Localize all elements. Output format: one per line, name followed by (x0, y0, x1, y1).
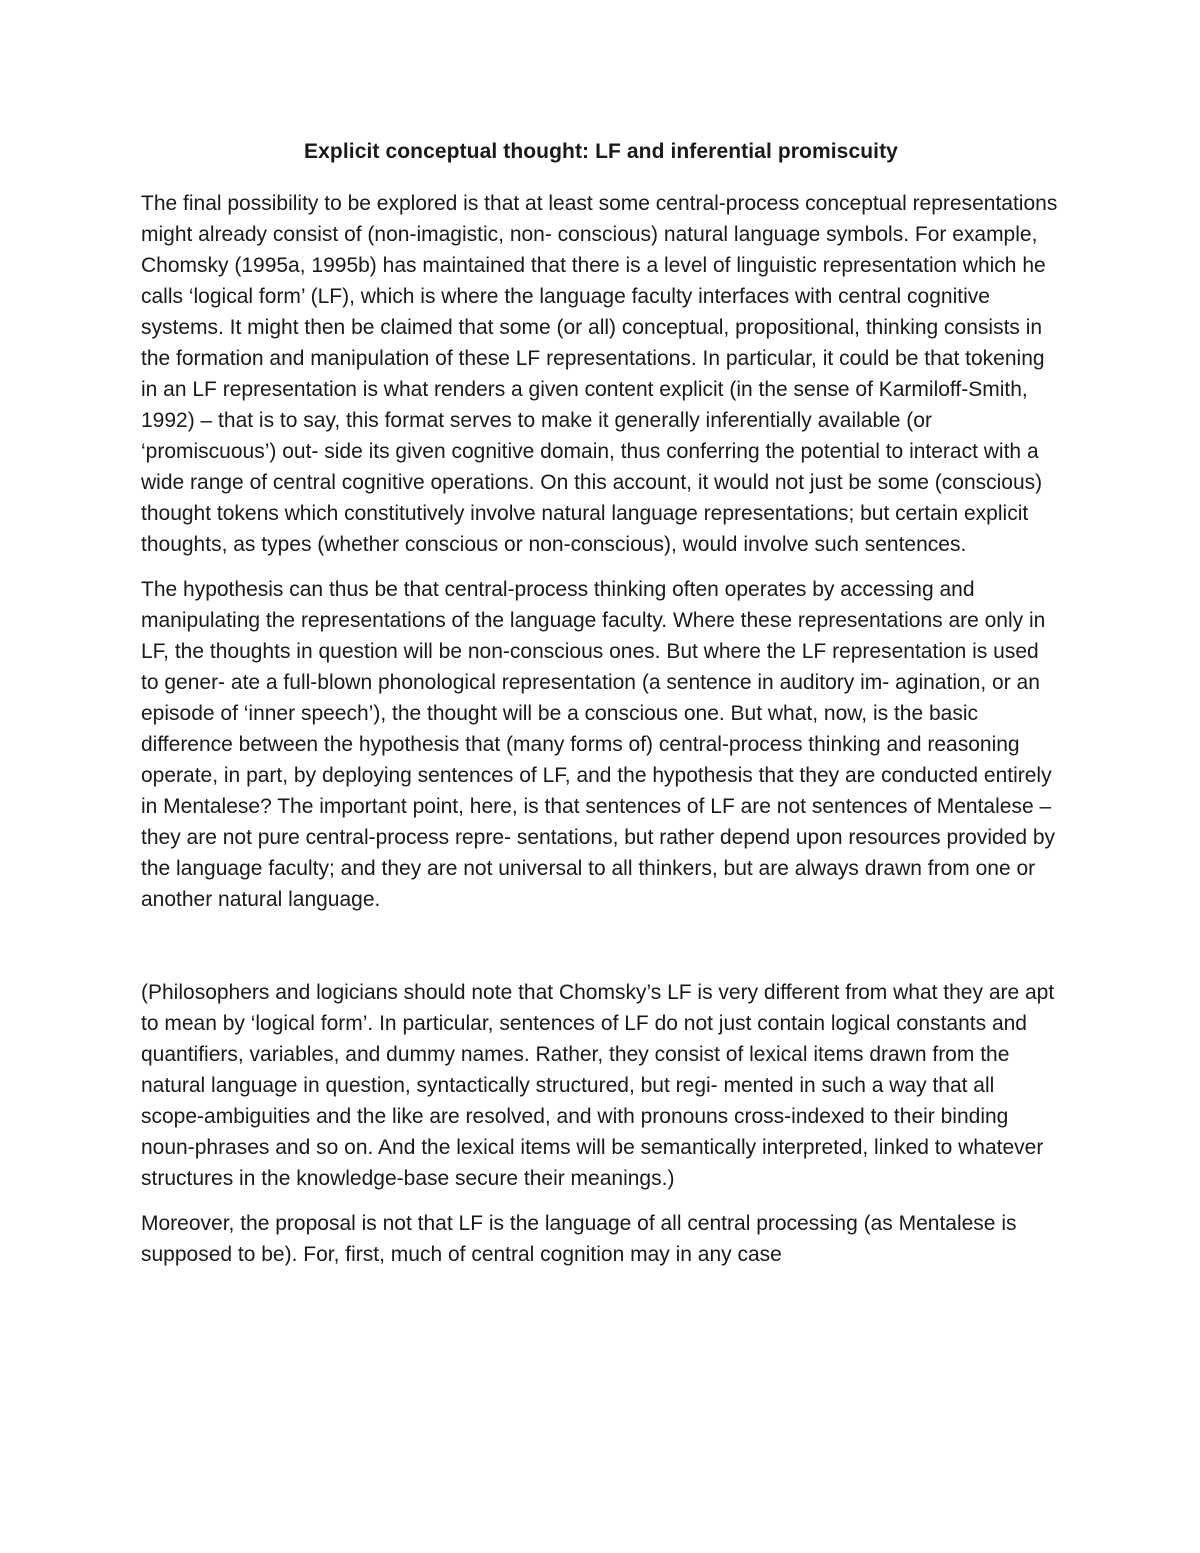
document-page (141, 140, 1061, 1284)
paragraph-gap (141, 929, 1061, 977)
paragraph-1: The final possibility to be explored is that at least some central-process conceptual representations might already consist of (non-imagistic, non- conscious) natural language symbols. For example, Chomsky (1995a, 1995b) has maintained that there is a level of linguistic representation which he calls ‘logical form’ (LF), which is where the language faculty interfaces with central cognitive systems. It might then be claimed that some (or all) conceptual, propositional, thinking consists in the formation and manipulation of these LF representations. In particular, it could be that tokening in an LF representation is what renders a given content explicit (in the sense of Karmiloff-Smith, 1992) – that is to say, this format serves to make it generally inferentially available (or ‘promiscuous’) out- side its given cognitive domain, thus conferring the potential to interact with a wide range of central cognitive operations. On this account, it would not just be some (conscious) thought tokens which constitutively involve natural language representations; but certain explicit thoughts, as types (whether conscious or non-conscious), would involve such sentences. (141, 192, 1058, 556)
paragraph-3: (Philosophers and logicians should note that Chomsky’s LF is very different from what they are apt to mean by ‘logical form’. In particular, sentences of LF do not just contain logical constants and quantifiers, variables, and dummy names. Rather, they consist of lexical items drawn from the natural language in question, syntactically structured, but regi- mented in such a way that all scope-ambiguities and the like are resolved, and with pronouns cross-indexed to their binding noun-phrases and so on. And the lexical items will be semantically interpreted, linked to whatever structures in the knowledge-base secure their meanings.) (141, 981, 1055, 1190)
paragraph-4: Moreover, the proposal is not that LF is the language of all central processing (as Mentalese is supposed to be). For, first, much of central cognition may in any case (141, 1212, 1017, 1266)
document-title: Explicit conceptual thought: LF and inferential promiscuity (304, 140, 898, 163)
paragraph-2: The hypothesis can thus be that central-process thinking often operates by accessing and manipulating the representations of the language faculty. Where these representations are only in LF, the thoughts in question will be non-conscious ones. But where the LF representation is used to gener- ate a full-blown phonological representation (a sentence in auditory im- agination, or an episode of ‘inner speech’), the thought will be a conscious one. But what, now, is the basic difference between the hypothesis that (many forms of) central-process thinking and reasoning operate, in part, by deploying sentences of LF, and the hypothesis that they are conducted entirely in Mentalese? The important point, here, is that sentences of LF are not sentences of Mentalese – they are not pure central-process repre- sentations, but rather depend upon resources provided by the language faculty; and they are not universal to all thinkers, but are always drawn from one or another natural language. (141, 578, 1056, 911)
